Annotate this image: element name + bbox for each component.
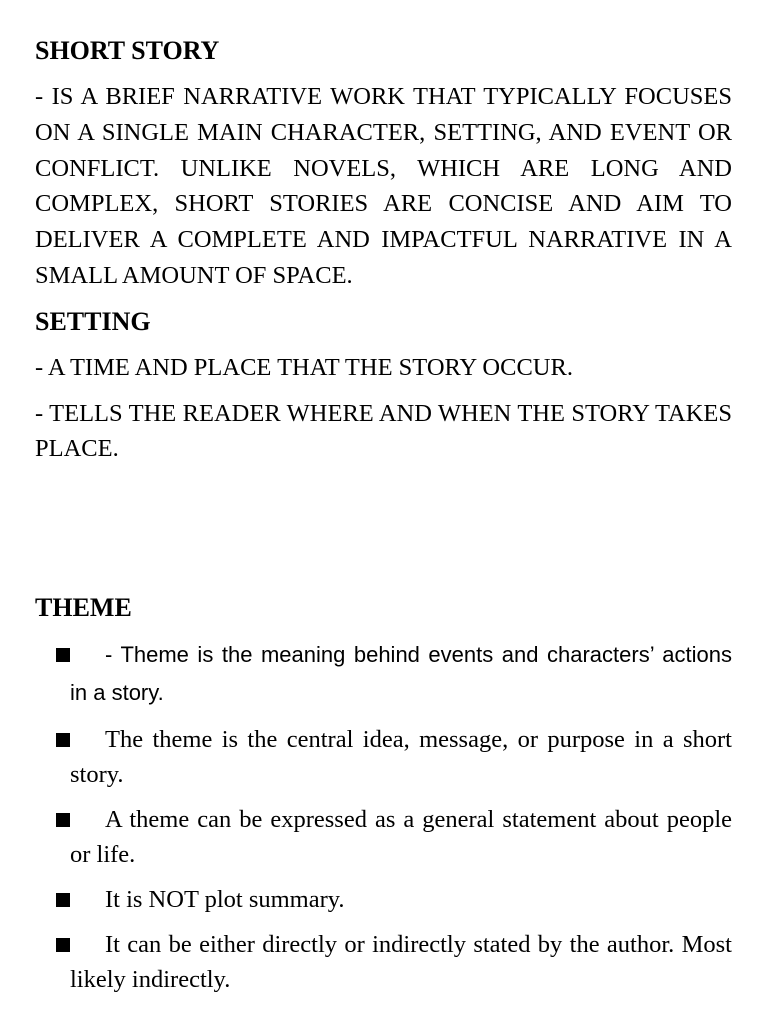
theme-bullet-list bbox=[35, 636, 732, 997]
theme-bullet-text: It is NOT plot summary. bbox=[105, 886, 345, 914]
square-bullet-icon bbox=[56, 813, 70, 827]
theme-bullet-text: A theme can be expressed as a general statement about people or life. bbox=[70, 806, 732, 869]
theme-bullet-item bbox=[35, 636, 732, 712]
theme-bullet-item bbox=[35, 722, 732, 792]
theme-bullet-text: It can be either directly or indirectly stated by the author. Most likely indirectly. bbox=[70, 931, 732, 994]
theme-bullet-item bbox=[35, 802, 732, 872]
theme-bullet-item bbox=[35, 927, 732, 997]
setting-heading: SETTING bbox=[35, 306, 151, 336]
blank-space bbox=[35, 477, 732, 590]
square-bullet-icon bbox=[56, 648, 70, 662]
square-bullet-icon bbox=[56, 893, 70, 907]
document-page bbox=[35, 33, 732, 1007]
short-story-heading: SHORT STORY bbox=[35, 36, 220, 65]
square-bullet-icon bbox=[56, 938, 70, 952]
theme-bullet-text: - Theme is the meaning behind events and characters’ actions in a story. bbox=[70, 642, 732, 706]
setting-line-2: - TELLS THE READER WHERE AND WHEN THE STORY TAKES PLACE. bbox=[35, 399, 732, 463]
theme-bullet-item bbox=[35, 882, 732, 917]
setting-line-1: - A TIME AND PLACE THAT THE STORY OCCUR. bbox=[35, 353, 573, 381]
theme-heading: THEME bbox=[35, 593, 132, 623]
short-story-definition: - IS A BRIEF NARRATIVE WORK THAT TYPICALLY FOCUSES ON A SINGLE MAIN CHARACTER, SETTING, AND EVENT OR CONFLICT. UNLIKE NOVELS, WHICH ARE LONG AND COMPLEX, SHORT STORIES ARE CONCISE AND AIM TO DELIVER A COMPLETE AND IMPACTFUL NARRATIVE IN A SMALL AMOUNT OF SPACE. bbox=[35, 83, 732, 289]
square-bullet-icon bbox=[56, 733, 70, 747]
theme-bullet-text: The theme is the central idea, message, or purpose in a short story. bbox=[70, 726, 732, 789]
